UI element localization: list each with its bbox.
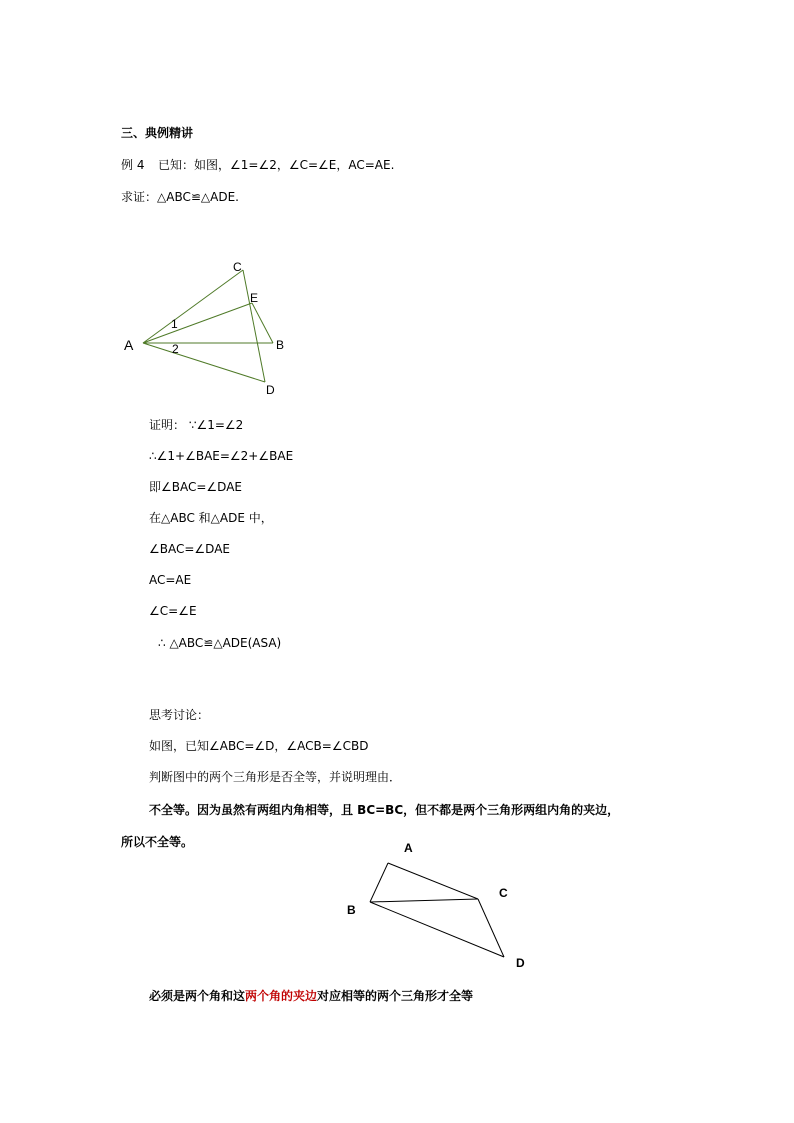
label-c-2: C — [499, 886, 508, 900]
example-given: 已知：如图，∠1=∠2，∠C=∠E，AC=AE. — [158, 158, 395, 172]
proof-line-7: ∠C=∠E — [149, 604, 197, 618]
section-title: 三、典例精讲 — [121, 126, 194, 140]
label-c: C — [233, 260, 242, 274]
label-b: B — [276, 338, 285, 352]
proof-line-2: ∴∠1+∠BAE=∠2+∠BAE — [149, 449, 294, 463]
discussion-line-2: 判断图中的两个三角形是否全等，并说明理由． — [149, 770, 402, 784]
label-a-2: A — [404, 841, 413, 855]
conclusion-before: 必须是两个角和这 — [149, 989, 246, 1003]
discussion-answer-1: 不全等。因为虽然有两组内角相等，且 BC=BC，但不都是两个三角形两组内角的夹边， — [149, 803, 620, 817]
example-prove: 求证：△ABC≌△ADE. — [121, 190, 239, 204]
conclusion-text — [149, 988, 473, 1004]
proof-line-1: 证明： ∵∠1=∠2 — [149, 418, 244, 432]
label-e: E — [250, 291, 259, 305]
conclusion-after: 对应相等的两个三角形才全等 — [317, 989, 474, 1003]
proof-line-5: ∠BAC=∠DAE — [149, 542, 230, 556]
proof-line-8: ∴ △ABC≌△ADE(ASA) — [158, 636, 282, 650]
label-b-2: B — [347, 903, 356, 917]
label-1: 1 — [171, 317, 178, 331]
segment-bc-2 — [370, 899, 478, 902]
label-d-2: D — [516, 956, 525, 970]
segment-ac-2 — [388, 863, 478, 899]
segment-bd-2 — [370, 902, 504, 957]
label-2: 2 — [172, 342, 179, 356]
proof-line-4: 在△ABC 和△ADE 中， — [149, 511, 273, 525]
discussion-line-1: 如图，已知∠ABC=∠D，∠ACB=∠CBD — [149, 739, 369, 753]
segment-ab-2 — [370, 863, 388, 902]
discussion-answer-2: 所以不全等。 — [121, 835, 194, 849]
example-label: 例 4 — [121, 158, 145, 172]
discussion-title: 思考讨论： — [149, 708, 210, 722]
proof-line-3: 即∠BAC=∠DAE — [149, 480, 243, 494]
conclusion-highlight: 两个角的夹边 — [245, 989, 318, 1003]
label-a: A — [124, 337, 134, 353]
label-d: D — [266, 383, 275, 397]
proof-line-6: AC=AE — [149, 573, 192, 587]
